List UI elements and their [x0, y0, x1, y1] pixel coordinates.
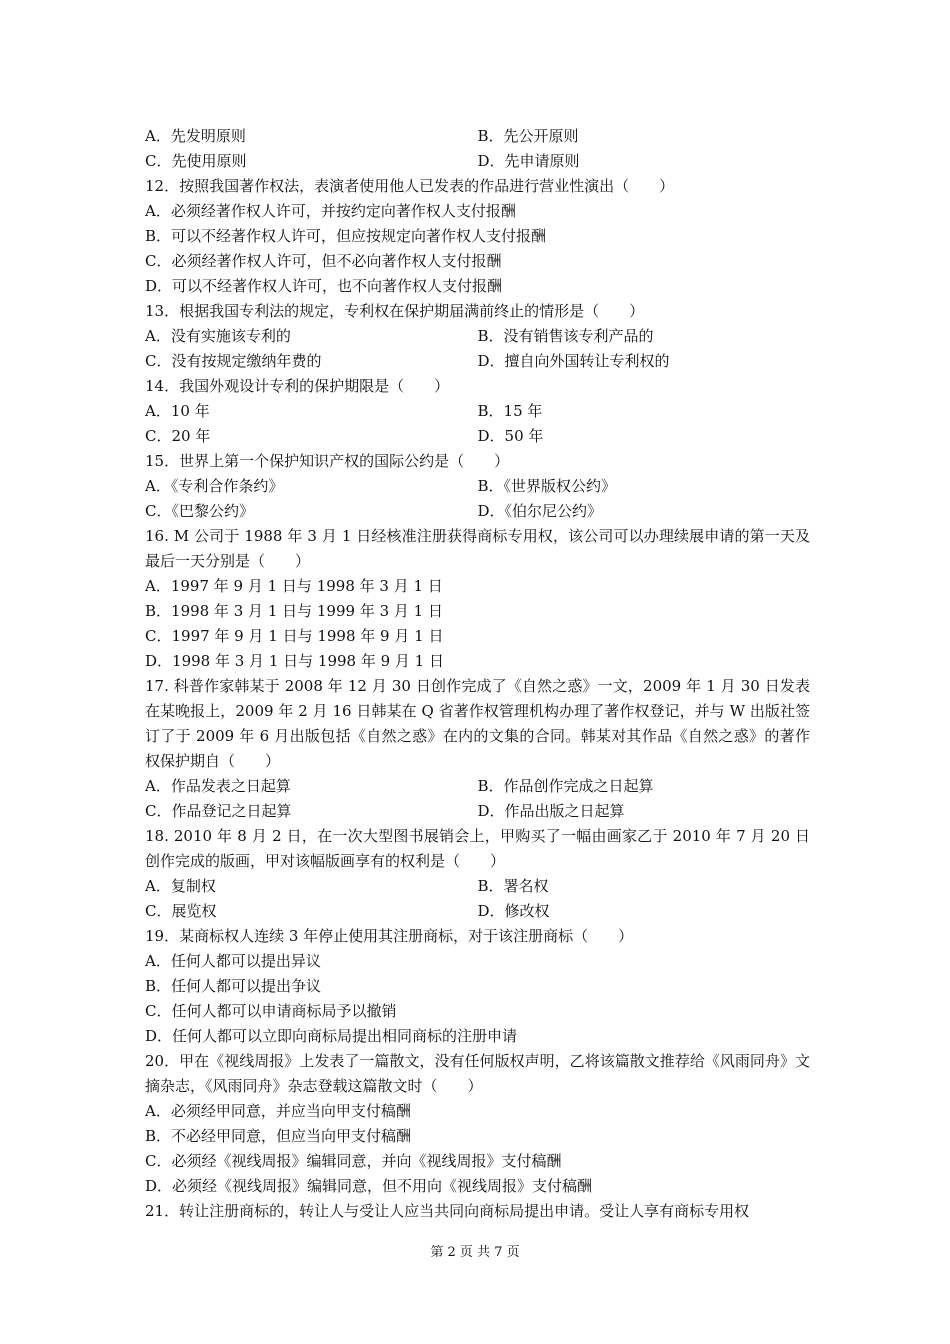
- q20-option-b: B．不必经甲同意，但应当向甲支付稿酬: [145, 1127, 412, 1145]
- q11-option-c: C．先使用原则: [145, 152, 247, 170]
- q14-option-a: A．10 年: [145, 402, 210, 420]
- q17-option-d: D．作品出版之日起算: [477, 802, 625, 820]
- q17-option-b: B．作品创作完成之日起算: [477, 777, 654, 795]
- q19-stem: 19．某商标权人连续 3 年停止使用其注册商标，对于该注册商标（ ）: [145, 927, 634, 945]
- q15-option-d: D．《伯尔尼公约》: [477, 502, 603, 520]
- option-row: [145, 349, 810, 374]
- q19-option-a: A．任何人都可以提出异议: [145, 952, 321, 970]
- q19-option-c: C．任何人都可以申请商标局予以撤销: [145, 1002, 397, 1020]
- q12-option-d: D．可以不经著作权人许可，也不向著作权人支付报酬: [145, 277, 503, 295]
- q16-option-a: A．1997 年 9 月 1 日与 1998 年 3 月 1 日: [145, 577, 443, 595]
- option-row: [145, 874, 810, 899]
- q13-option-d: D．擅自向外国转让专利权的: [477, 352, 670, 370]
- q15-stem: 15．世界上第一个保护知识产权的国际公约是（ ）: [145, 452, 510, 470]
- q19-option-b: B．任何人都可以提出争议: [145, 977, 322, 995]
- q20-stem: 20．甲在《视线周报》上发表了一篇散文，没有任何版权声明，乙将该篇散文推荐给《风雨同舟》文摘杂志，《风雨同舟》杂志登载这篇散文时（ ）: [145, 1052, 810, 1095]
- exam-page-content: [145, 124, 810, 1224]
- option-row: [145, 474, 810, 499]
- q18-option-d: D．修改权: [477, 902, 550, 920]
- q14-option-b: B．15 年: [477, 402, 543, 420]
- option-row: [145, 799, 810, 824]
- option-row: [145, 149, 810, 174]
- q19-option-d: D．任何人都可以立即向商标局提出相同商标的注册申请: [145, 1027, 518, 1045]
- option-row: [145, 774, 810, 799]
- q13-option-b: B．没有销售该专利产品的: [477, 327, 654, 345]
- q11-option-b: B．先公开原则: [477, 127, 579, 145]
- q15-option-b: B．《世界版权公约》: [477, 477, 617, 495]
- q11-option-a: A．先发明原则: [145, 127, 246, 145]
- q16-option-d: D．1998 年 3 月 1 日与 1998 年 9 月 1 日: [145, 652, 444, 670]
- q13-stem: 13．根据我国专利法的规定，专利权在保护期届满前终止的情形是（ ）: [145, 302, 645, 320]
- q20-option-c: C．必须经《视线周报》编辑同意，并向《视线周报》支付稿酬: [145, 1152, 562, 1170]
- option-row: [145, 899, 810, 924]
- q13-option-a: A．没有实施该专利的: [145, 327, 291, 345]
- q17-option-c: C．作品登记之日起算: [145, 802, 292, 820]
- q18-option-a: A．复制权: [145, 877, 216, 895]
- q12-option-a: A．必须经著作权人许可，并按约定向著作权人支付报酬: [145, 202, 516, 220]
- page-number-footer: 第 2 页 共 7 页: [430, 1245, 520, 1260]
- q16-stem: 16. M 公司于 1988 年 3 月 1 日经核准注册获得商标专用权，该公司可以办理续展申请的第一天及最后一天分别是（ ）: [145, 527, 810, 570]
- option-row: [145, 499, 810, 524]
- q15-option-c: C．《巴黎公约》: [145, 502, 254, 520]
- q18-option-b: B．署名权: [477, 877, 549, 895]
- q14-option-c: C．20 年: [145, 427, 211, 445]
- q13-option-c: C．没有按规定缴纳年费的: [145, 352, 322, 370]
- q12-option-c: C．必须经著作权人许可，但不必向著作权人支付报酬: [145, 252, 502, 270]
- q14-option-d: D．50 年: [477, 427, 544, 445]
- q16-option-b: B．1998 年 3 月 1 日与 1999 年 3 月 1 日: [145, 602, 443, 620]
- q14-stem: 14．我国外观设计专利的保护期限是（ ）: [145, 377, 450, 395]
- q16-option-c: C．1997 年 9 月 1 日与 1998 年 9 月 1 日: [145, 627, 444, 645]
- q18-option-c: C．展览权: [145, 902, 217, 920]
- q15-option-a: A．《专利合作条约》: [145, 477, 284, 495]
- q21-stem: 21．转让注册商标的，转让人与受让人应当共同向商标局提出申请。受让人享有商标专用权: [145, 1202, 750, 1220]
- q17-option-a: A．作品发表之日起算: [145, 777, 291, 795]
- q11-option-d: D．先申请原则: [477, 152, 580, 170]
- q20-option-d: D．必须经《视线周报》编辑同意，但不用向《视线周报》支付稿酬: [145, 1177, 593, 1195]
- q20-option-a: A．必须经甲同意，并应当向甲支付稿酬: [145, 1102, 411, 1120]
- option-row: [145, 424, 810, 449]
- option-row: [145, 399, 810, 424]
- q12-stem: 12．按照我国著作权法，表演者使用他人已发表的作品进行营业性演出（ ）: [145, 177, 675, 195]
- q17-stem: 17. 科普作家韩某于 2008 年 12 月 30 日创作完成了《自然之惑》一文，2009 年 1 月 30 日发表在某晚报上，2009 年 2 月 16 日韩某在 Q 省著作权管理机构办理了著作权登记，并与 W 出版社签订了于 2009 年 6 月出版包括《自然之惑》在内的文集的合同。韩某对其作品《自然之惑》的著作权保护期自（ ）: [145, 677, 810, 770]
- q18-stem: 18. 2010 年 8 月 2 日，在一次大型图书展销会上，甲购买了一幅由画家乙于 2010 年 7 月 20 日创作完成的版画，甲对该幅版画享有的权利是（ ）: [145, 827, 810, 870]
- option-row: [145, 324, 810, 349]
- option-row: [145, 124, 810, 149]
- q12-option-b: B．可以不经著作权人许可，但应按规定向著作权人支付报酬: [145, 227, 547, 245]
